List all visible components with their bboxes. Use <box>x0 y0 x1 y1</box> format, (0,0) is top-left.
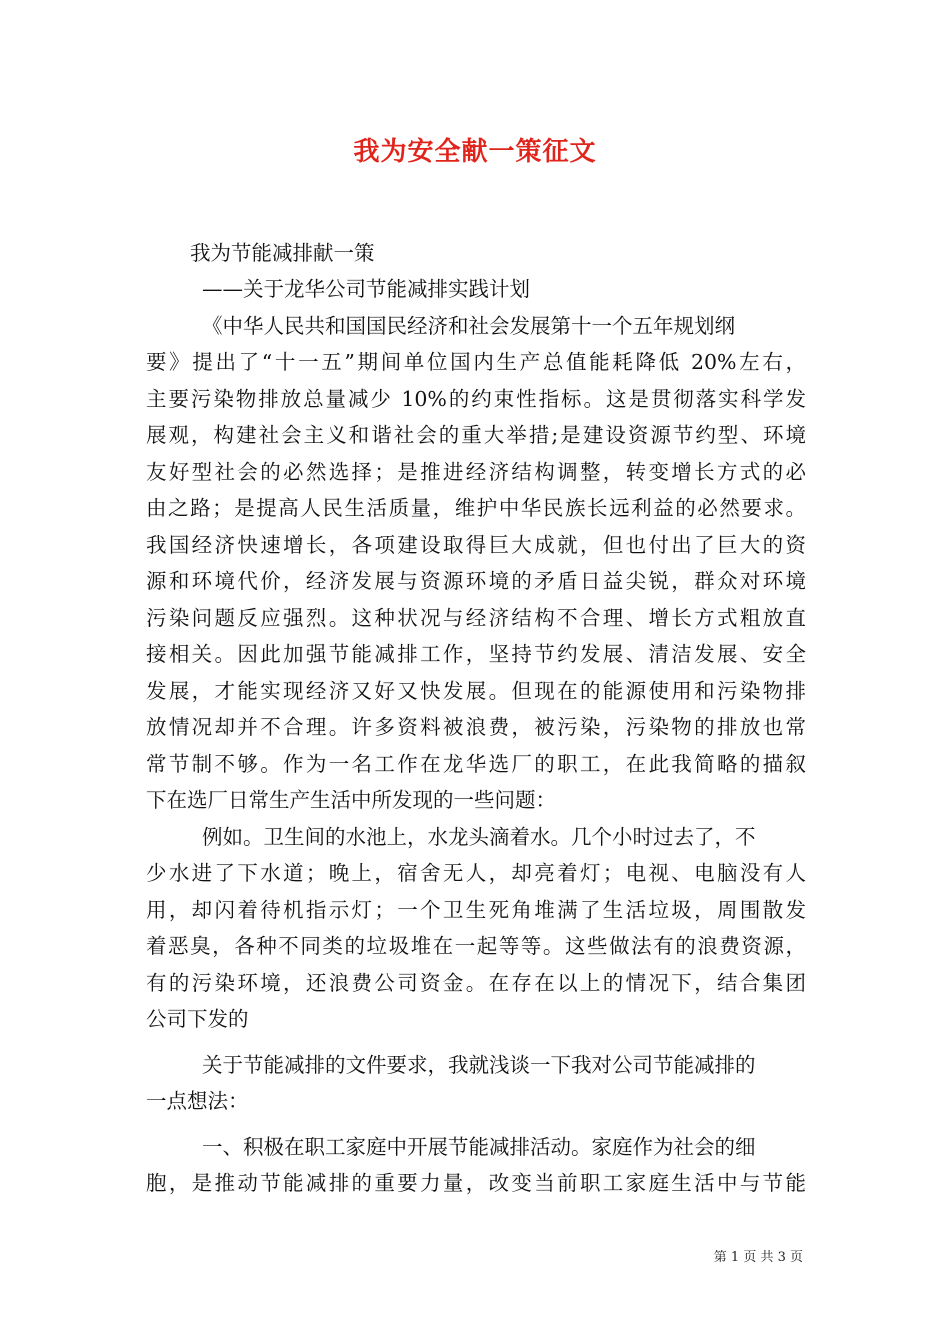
text-line: 发展，才能实现经济又好又快发展。但现在的能源使用和污染物排 <box>146 679 806 703</box>
text-line: 关于节能减排的文件要求，我就浅谈一下我对公司节能减排的 <box>202 1053 756 1077</box>
text-line: 我国经济快速增长，各项建设取得巨大成就，但也付出了巨大的资 <box>146 533 806 557</box>
text-line: 放情况却并不合理。许多资料被浪费，被污染，污染物的排放也常 <box>146 715 806 739</box>
document-title: 我为安全献一策征文 <box>353 137 597 167</box>
page-number: 第 1 页 共 3 页 <box>713 1250 803 1265</box>
text-line: 源和环境代价，经济发展与资源环境的矛盾日益尖锐，群众对环境 <box>146 569 806 593</box>
text-line: 主要污染物排放总量减少 10%的约束性指标。这是贯彻落实科学发 <box>146 387 806 411</box>
text-line: 由之路；是提高人民生活质量，维护中华民族长远利益的必然要求。 <box>146 496 806 520</box>
text-line: 下在选厂日常生产生活中所发现的一些问题： <box>146 788 556 812</box>
text-line: 着恶臭，各种不同类的垃圾堆在一起等等。这些做法有的浪费资源， <box>146 934 806 958</box>
text-line: 用，却闪着待机指示灯；一个卫生死角堆满了生活垃圾，周围散发 <box>146 898 806 922</box>
text-line: 胞，是推动节能减排的重要力量，改变当前职工家庭生活中与节能 <box>146 1171 806 1195</box>
text-line: 要》提出了“十一五”期间单位国内生产总值能耗降低 20%左右， <box>146 350 806 374</box>
text-line: 有的污染环境，还浪费公司资金。在存在以上的情况下，结合集团 <box>146 971 806 995</box>
text-line: 《中华人民共和国国民经济和社会发展第十一个五年规划纲 <box>202 314 735 338</box>
text-line: 污染问题反应强烈。这种状况与经济结构不合理、增长方式粗放直 <box>146 606 806 630</box>
text-line: 常节制不够。作为一名工作在龙华选厂的职工，在此我简略的描叙 <box>146 752 806 776</box>
text-line: 我为节能减排献一策 <box>190 241 375 265</box>
text-line: 一点想法： <box>146 1089 249 1113</box>
text-line: 接相关。因此加强节能减排工作，坚持节约发展、清洁发展、安全 <box>146 642 806 666</box>
text-line: 友好型社会的必然选择；是推进经济结构调整，转变增长方式的必 <box>146 460 806 484</box>
text-line: 展观，构建社会主义和谐社会的重大举措;是建设资源节约型、环境 <box>146 423 806 447</box>
text-line: 公司下发的 <box>146 1007 249 1031</box>
text-line: 一、积极在职工家庭中开展节能减排活动。家庭作为社会的细 <box>202 1135 756 1159</box>
text-line: 少水进了下水道；晚上，宿舍无人，却亮着灯；电视、电脑没有人 <box>146 861 806 885</box>
text-line: 例如。卫生间的水池上，水龙头滴着水。几个小时过去了，不 <box>202 825 756 849</box>
text-line: ——关于龙华公司节能减排实践计划 <box>202 277 530 301</box>
